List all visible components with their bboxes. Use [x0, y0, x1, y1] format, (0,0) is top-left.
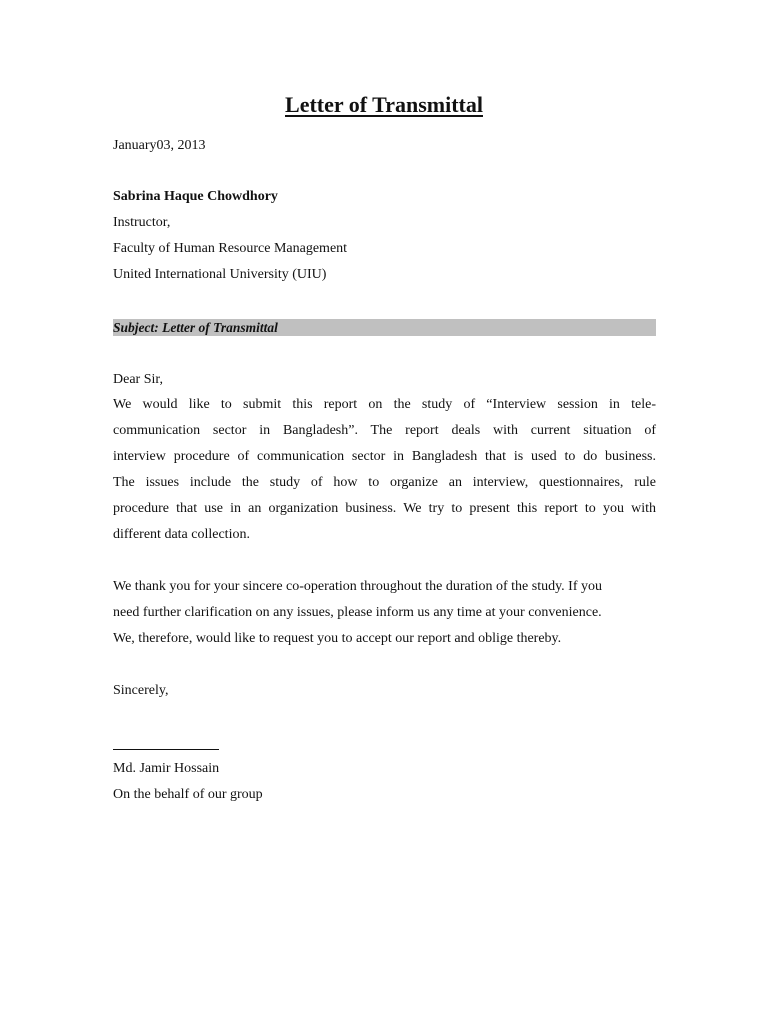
paragraph-line: communication sector in Bangladesh”. The report deals with current situation of [113, 423, 656, 438]
recipient-university: United International University (UIU) [113, 267, 327, 282]
closing: Sincerely, [113, 683, 169, 698]
body-paragraph-2 [113, 574, 656, 652]
recipient-name: Sabrina Haque Chowdhory [113, 189, 278, 204]
signer-note: On the behalf of our group [113, 787, 263, 802]
signer-name: Md. Jamir Hossain [113, 761, 220, 776]
paragraph-line: different data collection. [113, 527, 250, 542]
recipient-faculty: Faculty of Human Resource Management [113, 241, 348, 256]
signature-line [113, 749, 219, 750]
paragraph-line: We, therefore, would like to request you to accept our report and oblige thereby. [113, 631, 562, 646]
paragraph-line: interview procedure of communication sector in Bangladesh that is used to do business. [113, 449, 656, 464]
paragraph-line: The issues include the study of how to organize an interview, questionnaires, rule [113, 475, 656, 490]
paragraph-line: We would like to submit this report on the study of “Interview session in tele- [113, 397, 656, 412]
recipient-position: Instructor, [113, 215, 171, 230]
paragraph-line: We thank you for your sincere co-operation throughout the duration of the study. If you [113, 579, 603, 594]
salutation: Dear Sir, [113, 372, 163, 387]
paragraph-line: procedure that use in an organization business. We try to present this report to you with [113, 501, 656, 516]
letter-date: January03, 2013 [113, 138, 206, 153]
paragraph-line: need further clarification on any issues, please inform us any time at your convenience. [113, 605, 602, 620]
letter-title: Letter of Transmittal [285, 92, 483, 117]
subject-line: Subject: Letter of Transmittal [113, 320, 278, 335]
body-paragraph-1 [113, 392, 656, 548]
